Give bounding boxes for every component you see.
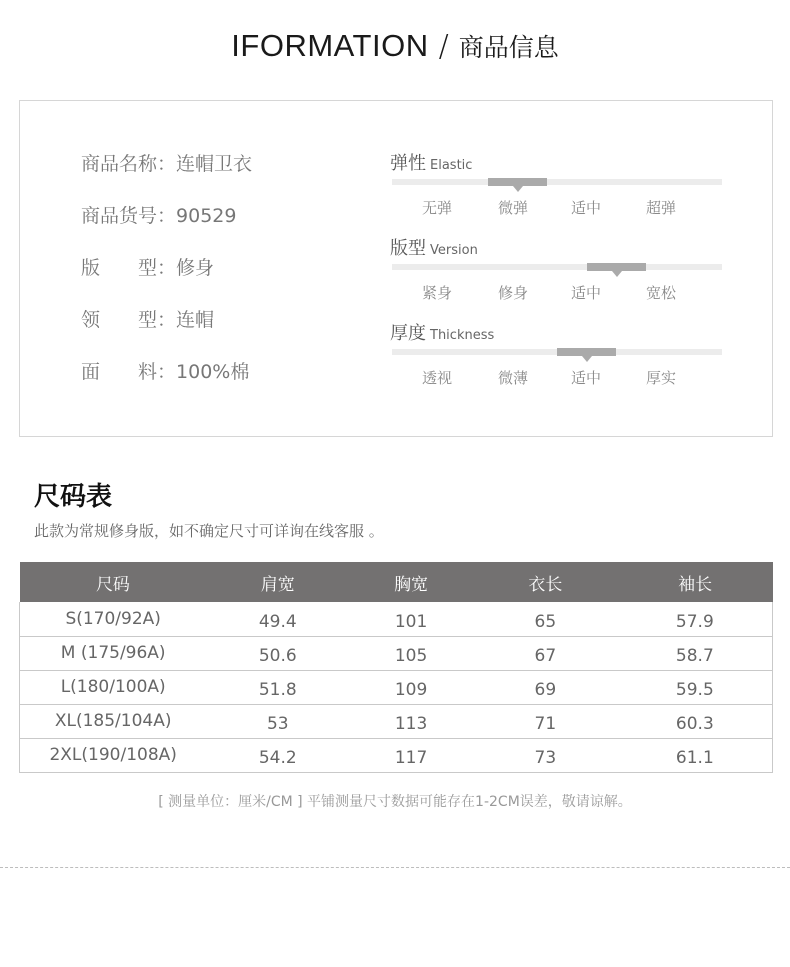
table-cell: 50.6 [206,636,349,670]
page-title-separator: / [438,29,449,64]
table-row [20,670,773,704]
scale-option: 超弹 [646,199,677,217]
table-cell: 65 [473,602,618,636]
scale-labels [390,367,730,387]
info-row-collar [81,305,252,357]
table-cell: 61.1 [618,738,773,772]
table-cell: L(180/100A) [20,670,207,704]
scale-title-en: Version [430,243,478,258]
info-value: 连帽 [176,309,215,331]
info-value: 100%棉 [176,361,250,383]
table-cell: 53 [206,704,349,738]
scale-option: 无弹 [422,199,453,217]
scale-option: 修身 [498,284,529,302]
column-header: 袖长 [618,562,773,602]
scale-version [390,234,730,302]
info-value: 90529 [176,205,237,227]
scale-track [392,349,722,355]
scale-labels [390,197,730,217]
scale-option: 适中 [571,199,602,217]
table-cell: 49.4 [206,602,349,636]
column-header: 衣长 [473,562,618,602]
table-cell: 67 [473,636,618,670]
table-cell: 71 [473,704,618,738]
info-row-fit [81,253,252,305]
scale-title [390,319,730,344]
page-title-zh: 商品信息 [458,33,559,62]
scale-thickness [390,319,730,387]
table-cell: 57.9 [618,602,773,636]
table-row [20,636,773,670]
column-header: 胸宽 [349,562,473,602]
scale-marker [488,178,547,186]
info-label: 面 料： [81,361,177,383]
scale-option: 紧身 [422,284,453,302]
scale-title-en: Thickness [430,328,495,343]
info-row-fabric [81,357,252,409]
table-cell: 60.3 [618,704,773,738]
info-row-name [81,149,252,201]
table-cell: 113 [349,704,473,738]
scale-option: 微薄 [498,369,529,387]
scale-title-zh: 弹性 [390,153,426,174]
scale-option: 微弹 [498,199,529,217]
product-info-panel [19,100,773,437]
scale-option: 宽松 [646,284,677,302]
scale-title-zh: 厚度 [390,323,426,344]
size-chart-title: 尺码表 [34,482,113,512]
table-cell: 51.8 [206,670,349,704]
measurement-note: [ 测量单位：厘米/CM ] 平铺测量尺寸数据可能存在1-2CM误差，敬请谅解。 [158,794,632,810]
scale-track [392,179,722,185]
table-cell: 2XL(190/108A) [20,738,207,772]
product-attributes [81,149,252,409]
table-cell: XL(185/104A) [20,704,207,738]
size-chart-description: 此款为常规修身版，如不确定尺寸可详询在线客服 。 [34,522,384,540]
table-cell: 69 [473,670,618,704]
scale-marker [587,263,646,271]
page-title [0,28,790,64]
section-divider [0,867,790,868]
scale-option: 厚实 [646,369,677,387]
column-header: 尺码 [20,562,207,602]
column-header: 肩宽 [206,562,349,602]
scale-labels [390,282,730,302]
scale-option: 适中 [571,284,602,302]
scale-marker [557,348,616,356]
scale-title-en: Elastic [430,158,473,173]
scale-option: 透视 [422,369,453,387]
scale-title [390,149,730,174]
table-cell: 109 [349,670,473,704]
table-cell: 117 [349,738,473,772]
info-label: 商品货号： [81,205,177,227]
scale-elastic [390,149,730,217]
info-value: 修身 [176,257,215,279]
info-label: 商品名称： [81,153,177,175]
info-value: 连帽卫衣 [176,153,253,175]
page-title-en: IFORMATION [231,28,429,63]
scale-option: 适中 [571,369,602,387]
info-row-sku [81,201,252,253]
table-cell: 58.7 [618,636,773,670]
scale-title-zh: 版型 [390,238,426,259]
size-table [19,562,773,773]
size-table-header [20,562,773,602]
table-cell: M (175/96A) [20,636,207,670]
table-cell: 59.5 [618,670,773,704]
table-cell: 73 [473,738,618,772]
scale-title [390,234,730,259]
table-cell: 105 [349,636,473,670]
table-row [20,602,773,636]
table-row [20,738,773,772]
table-cell: S(170/92A) [20,602,207,636]
table-cell: 101 [349,602,473,636]
table-row [20,704,773,738]
info-label: 版 型： [81,257,177,279]
info-label: 领 型： [81,309,177,331]
scale-track [392,264,722,270]
table-cell: 54.2 [206,738,349,772]
